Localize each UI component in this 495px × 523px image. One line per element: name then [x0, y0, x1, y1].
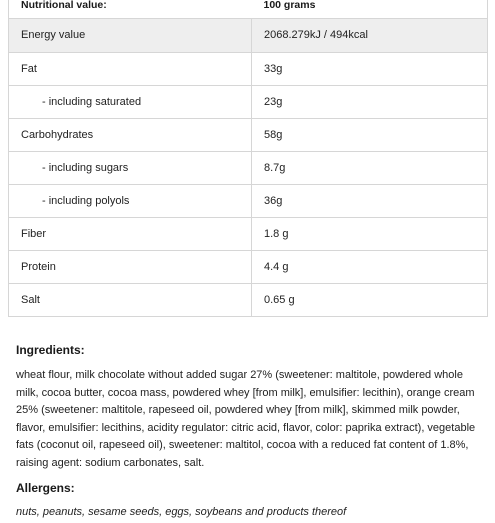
nutrition-row-fat — [9, 52, 488, 85]
nutrient-label: - including sugars — [42, 161, 129, 174]
nutrient-label: - including saturated — [42, 95, 142, 108]
ingredients-heading: Ingredients: — [16, 343, 85, 357]
nutrient-label: Energy value — [21, 29, 86, 41]
nutrition-row-saturated — [9, 85, 488, 118]
nutrient-value: 58g — [252, 118, 488, 151]
nutrition-table-header — [9, 0, 488, 18]
nutrition-header-amount: 100 grams — [263, 0, 316, 11]
nutrition-row-fiber — [9, 217, 488, 250]
nutrient-label: Fiber — [21, 227, 47, 240]
nutrition-row-energy — [9, 18, 488, 52]
nutrient-value: 0.65 g — [252, 283, 488, 316]
nutrition-row-protein — [9, 250, 488, 283]
nutrition-row-polyols — [9, 184, 488, 217]
nutrient-value: 8.7g — [252, 151, 488, 184]
nutrient-label: Salt — [21, 293, 40, 306]
ingredients-text: wheat flour, milk chocolate without added sugar 27% (sweetener: maltitole, powdered whole milk, cocoa butter, cocoa mass, powdered whey [from milk], emulsifier: lecithin), orange cream 25% (sweetener: maltitole, rapeseed oil, powdered whey [from milk], skimmed milk powder, flavor, emulsifier: lecithins, acidity regulator: citric acid, flavor, color: paprika extract), vegetable fats (coconut oil, rapeseed oil), sweetener: maltitol, cocoa with a reduced fat content of 1.8%, raising agent: sodium carbonates, salt. — [16, 369, 476, 469]
nutrient-label: Carbohydrates — [21, 128, 94, 141]
nutrient-value: 1.8 g — [252, 217, 488, 250]
nutrient-label: - including polyols — [42, 194, 130, 207]
nutrient-value: 33g — [252, 52, 488, 85]
nutrient-label: Fat — [21, 62, 37, 75]
nutrient-value: 4.4 g — [252, 250, 488, 283]
nutrient-value: 2068.279kJ / 494kcal — [252, 18, 488, 52]
allergens-heading: Allergens: — [16, 481, 75, 495]
nutrition-row-salt — [9, 283, 488, 316]
allergens-text: nuts, peanuts, sesame seeds, eggs, soybeans and products thereof — [16, 506, 347, 518]
nutrient-value: 36g — [252, 184, 488, 217]
nutrient-label: Protein — [21, 260, 56, 273]
nutrition-table — [8, 0, 488, 317]
nutrition-header-label: Nutritional value: — [21, 0, 107, 11]
nutrition-row-carbohydrates — [9, 118, 488, 151]
nutrition-row-sugars — [9, 151, 488, 184]
nutrient-value: 23g — [252, 85, 488, 118]
